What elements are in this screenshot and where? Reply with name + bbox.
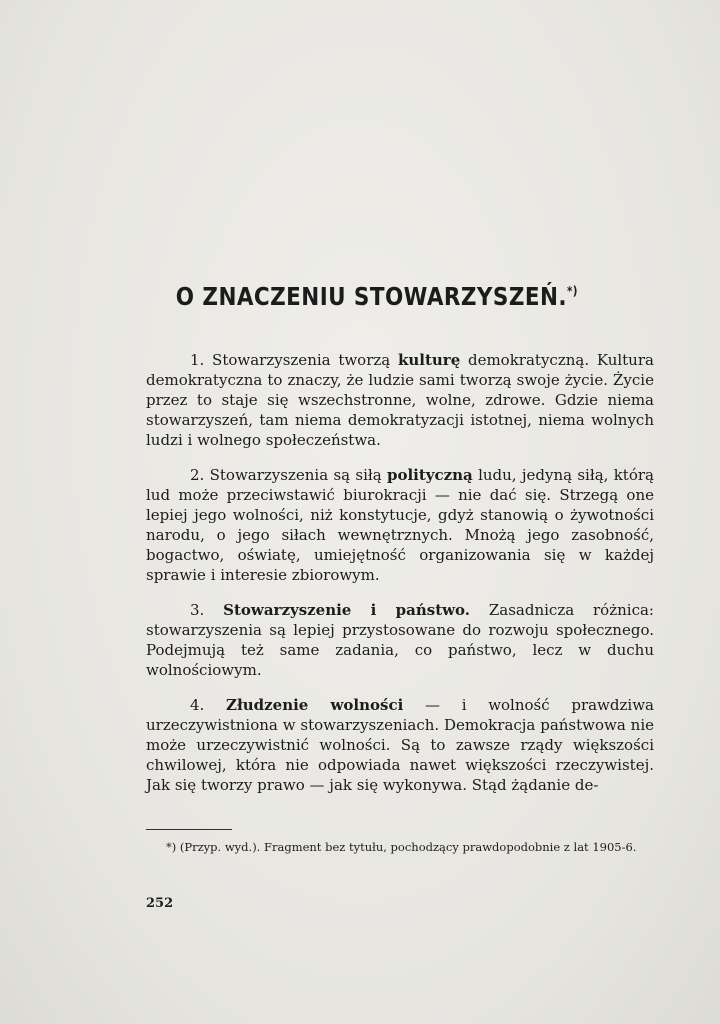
paragraph-1 [146,350,654,450]
paragraph-bold: Stowarzyszenie i państwo. [223,601,471,619]
paragraph-text: Zasadnicza różnica: stowarzyszenia są lepiej przystosowane do rozwoju społecznego. Podejmują też same zadania, co państwo, lecz w duchu wolnościowym. [146,601,654,679]
paragraph-number: 3. [190,601,205,619]
footnote-rule [146,829,232,830]
paragraph-bold: polityczną [386,466,473,484]
chapter-body [146,350,654,810]
paragraph-lead: Stowarzyszenia tworzą [212,351,391,369]
paragraph-2 [146,465,654,585]
footnote: *) (Przyp. wyd.). Fragment bez tytułu, pochodzący prawdopodobnie z lat 1905-6. [166,840,637,854]
paragraph-text: demokratyczną. Kultura demokratyczna to znaczy, że ludzie sami tworzą swoje życie. Życie przez to staje się wszechstronne, wolne, zdrowe. Gdzie niema stowarzyszeń, tam niema demokratyzacji istotnej, niema wolnych ludzi i wolnego społeczeństwa. [146,351,654,449]
paragraph-text: ludu, jedyną siłą, którą lud może przeciwstawić biurokracji — nie dać się. Strzegą one lepiej jego wolności, niż konstytucje, gdyż stanowią o żywotności narodu, o jego siłach wewnętrznych. Mnożą jego zasobność, bogactwo, oświatę, umiejętność organizowania się w każdej sprawie i interesie zbiorowym. [146,466,654,584]
chapter-title [175,282,578,311]
paragraph-bold: kulturę [397,351,461,369]
paragraph-4 [146,695,654,795]
page-number: 252 [146,896,174,911]
chapter-title-text: O ZNACZENIU STOWARZYSZEŃ. [175,282,567,311]
paragraph-lead: Stowarzyszenia są siłą [209,466,382,484]
paragraph-number: 1. [190,351,205,369]
paragraph-number: 4. [190,696,205,714]
paragraph-text: — i wolność prawdziwa urzeczywistniona w stowarzyszeniach. Demokracja państwowa nie może urzeczywistnić wolności. Są to zawsze rządy większości chwilowej, która nie odpowiada nawet większości rzeczywistej. Jak się tworzy prawo — jak się wykonywa. Stąd żądanie de- [146,696,654,794]
footnote-marker: *) [566,284,578,298]
paragraph-number: 2. [190,466,205,484]
paragraph-bold: Złudzenie wolności [226,696,404,714]
paragraph-3 [146,600,654,680]
